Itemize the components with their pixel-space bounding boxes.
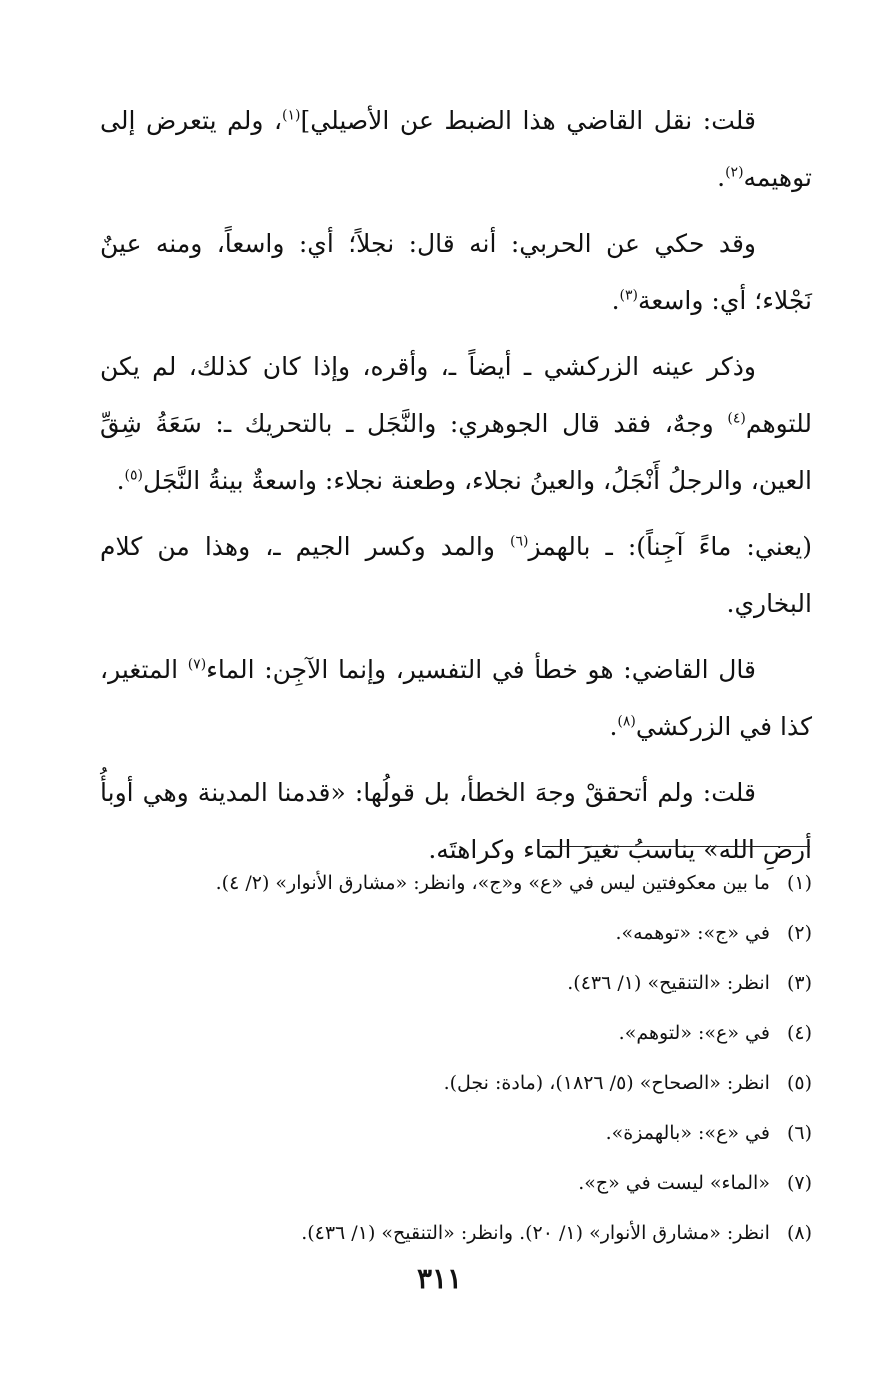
page-number: ٣١١ (416, 1262, 463, 1295)
main-text (100, 92, 812, 887)
text-run: (يعني: ماءً آجِناً): ـ بالهمز (528, 532, 813, 561)
footnote-ref: (٧) (187, 656, 207, 673)
footnote-number: (٥) (786, 1072, 812, 1094)
paragraph (100, 215, 812, 329)
text-run: قلت: ولم أتحققْ وجهَ الخطأ، بل قولُها: «قدمنا المدينة وهي أوبأُ أرضِ الله» يناسبُ تغيرَ الماء وكراهتَه. (100, 778, 812, 864)
text-run: . (116, 466, 125, 495)
footnote-number: (٦) (786, 1122, 812, 1144)
footnote (100, 1058, 812, 1108)
text-run: المتغير، كذا في الزركشي (100, 655, 812, 741)
paragraph (100, 338, 812, 509)
text-run: قلت: نقل القاضي هذا الضبط عن الأصيلي] (300, 106, 757, 135)
footnote-text: في «ج»: «توهمه». (615, 922, 770, 944)
footnote-number: (٨) (786, 1222, 812, 1244)
text-run: وذكر عينه الزركشي ـ أيضاً ـ، وأقره، وإذا كان كذلك، لم يكن للتوهم (100, 352, 812, 438)
footnote-separator (542, 846, 810, 847)
footnote (100, 908, 812, 958)
footnote-text: ما بين معكوفتين ليس في «ع» و«ج»، وانظر: «مشارق الأنوار» (٢/ ٤). (215, 872, 770, 894)
footnote (100, 858, 812, 908)
footnote-number: (١) (786, 872, 812, 894)
footnote-ref: (٨) (617, 713, 636, 730)
footnote-text: انظر: «التنقيح» (١/ ٤٣٦). (567, 972, 770, 994)
footnote-ref: (٣) (619, 287, 639, 304)
text-run: وقد حكي عن الحربي: أنه قال: نجلاً؛ أي: واسعاً، ومنه عينٌ نَجْلاء؛ أي: واسعة (100, 229, 812, 315)
footnote-text: في «ع»: «لتوهم». (618, 1022, 770, 1044)
paragraph (100, 641, 812, 755)
text-run: قال القاضي: هو خطأ في التفسير، وإنما الآجِن: الماء (206, 655, 756, 684)
footnote-text: في «ع»: «بالهمزة». (605, 1122, 770, 1144)
footnote-ref: (٥) (124, 467, 144, 484)
paragraph (100, 92, 812, 206)
text-run: . (717, 163, 726, 192)
footnote (100, 1108, 812, 1158)
footnote (100, 1158, 812, 1208)
footnote-text: انظر: «الصحاح» (٥/ ١٨٢٦)، (مادة: نجل). (443, 1072, 770, 1094)
footnote-ref: (١) (282, 107, 301, 124)
text-run: وجهٌ، فقد قال الجوهري: والنَّجَل ـ بالتحريك ـ: سَعَةُ شِقِّ العين، والرجلُ أَنْجَلُ، والعينُ نجلاء، وطعنة نجلاء: واسعةٌ بينةُ النَّجَل (100, 409, 812, 495)
footnote (100, 1008, 812, 1058)
footnote-text: انظر: «مشارق الأنوار» (١/ ٢٠). وانظر: «التنقيح» (١/ ٤٣٦). (301, 1222, 770, 1244)
footnote-number: (٣) (786, 972, 812, 994)
text-run: ، ولم يتعرض إلى توهيمه (100, 106, 812, 192)
footnote-number: (٢) (786, 922, 812, 944)
text-run: . (609, 712, 618, 741)
footnote (100, 1208, 812, 1258)
footnote (100, 958, 812, 1008)
footnote-number: (٧) (786, 1172, 812, 1194)
footnote-ref: (٤) (727, 410, 746, 427)
footnote-ref: (٢) (725, 164, 744, 181)
footnote-ref: (٦) (509, 533, 529, 550)
footnote-text: «الماء» ليست في «ج». (578, 1172, 770, 1194)
text-run: والمد وكسر الجيم ـ، وهذا من كلام البخاري. (100, 532, 812, 618)
footnotes (100, 858, 812, 1258)
text-run: . (611, 286, 620, 315)
footnote-number: (٤) (786, 1022, 812, 1044)
paragraph (100, 518, 812, 632)
